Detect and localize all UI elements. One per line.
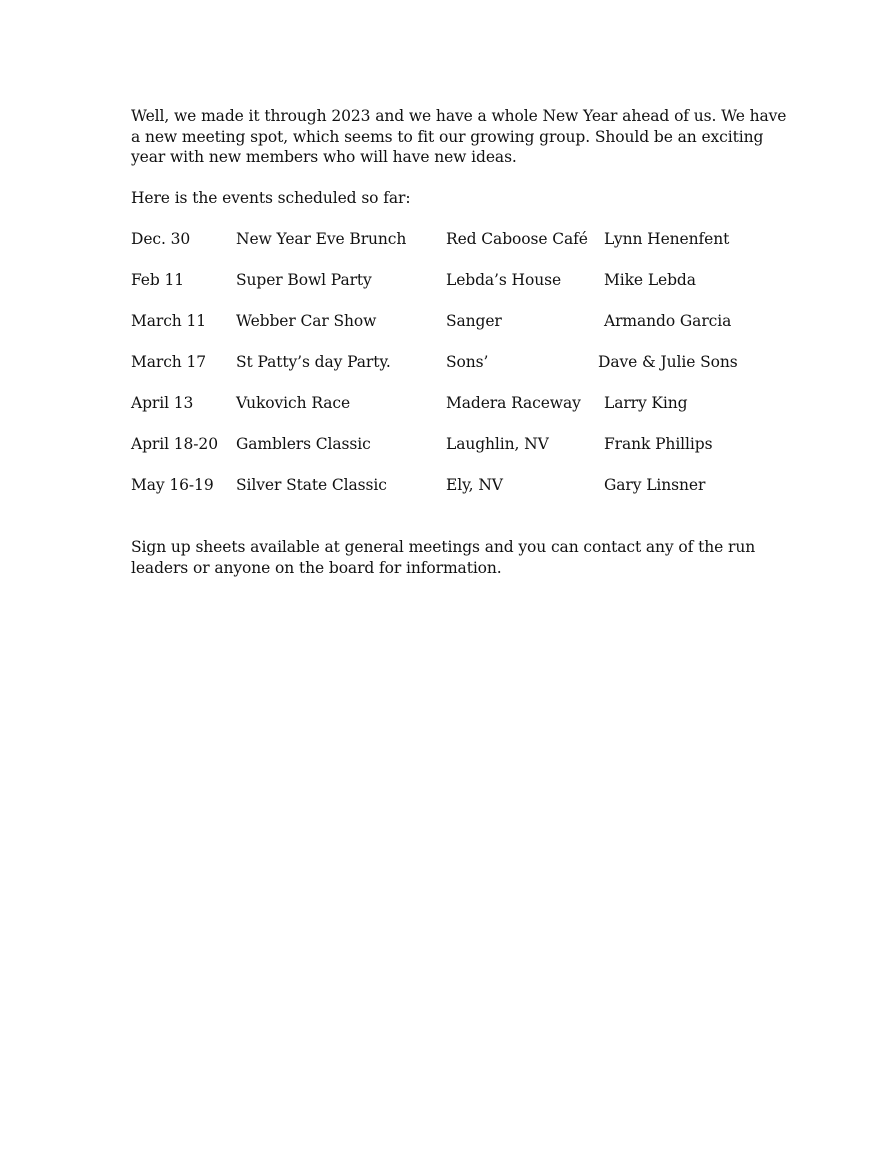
event-name: Gamblers Classic xyxy=(236,435,371,453)
event-name: St Patty’s day Party. xyxy=(236,353,391,371)
event-leader: Larry King xyxy=(604,394,688,412)
intro-line: Well, we made it through 2023 and we have a whole New Year ahead of us. We have xyxy=(131,107,787,125)
event-leader: Gary Linsner xyxy=(604,476,706,494)
event-place: Sanger xyxy=(446,312,502,330)
event-date: April 13 xyxy=(131,394,194,412)
event-row xyxy=(0,433,893,455)
event-leader: Frank Phillips xyxy=(604,435,713,453)
event-name: New Year Eve Brunch xyxy=(236,230,407,248)
event-row xyxy=(0,474,893,496)
closing-line: leaders or anyone on the board for information. xyxy=(131,558,502,577)
event-row xyxy=(0,310,893,332)
intro-line: year with new members who will have new ideas. xyxy=(131,148,517,166)
event-date: April 18-20 xyxy=(131,435,218,453)
event-place: Sons’ xyxy=(446,353,489,371)
event-place: Madera Raceway xyxy=(446,394,581,412)
events-lead-in: Here is the events scheduled so far: xyxy=(131,189,411,207)
event-name: Silver State Classic xyxy=(236,476,387,494)
event-leader: Armando Garcia xyxy=(604,312,732,330)
event-place: Lebda’s House xyxy=(446,271,562,289)
event-date: Dec. 30 xyxy=(131,230,191,248)
event-date: Feb 11 xyxy=(131,271,185,289)
event-place: Red Caboose Café xyxy=(446,230,588,248)
event-date: March 17 xyxy=(131,353,207,371)
event-date: May 16-19 xyxy=(131,476,214,494)
event-row xyxy=(0,269,893,291)
event-row xyxy=(0,351,893,373)
event-name: Webber Car Show xyxy=(236,312,377,330)
event-name: Vukovich Race xyxy=(236,394,351,412)
event-leader: Lynn Henenfent xyxy=(604,230,730,248)
event-place: Ely, NV xyxy=(446,476,503,494)
intro-paragraph xyxy=(131,106,786,168)
event-leader: Dave & Julie Sons xyxy=(598,353,738,371)
closing-line: Sign up sheets available at general meetings and you can contact any of the run xyxy=(131,538,756,556)
closing-paragraph xyxy=(131,537,755,578)
event-leader: Mike Lebda xyxy=(604,271,696,289)
event-place: Laughlin, NV xyxy=(446,435,549,453)
event-date: March 11 xyxy=(131,312,207,330)
intro-line: a new meeting spot, which seems to fit our growing group. Should be an exciting xyxy=(131,127,764,146)
event-row xyxy=(0,228,893,250)
event-name: Super Bowl Party xyxy=(236,271,372,289)
event-row xyxy=(0,392,893,414)
